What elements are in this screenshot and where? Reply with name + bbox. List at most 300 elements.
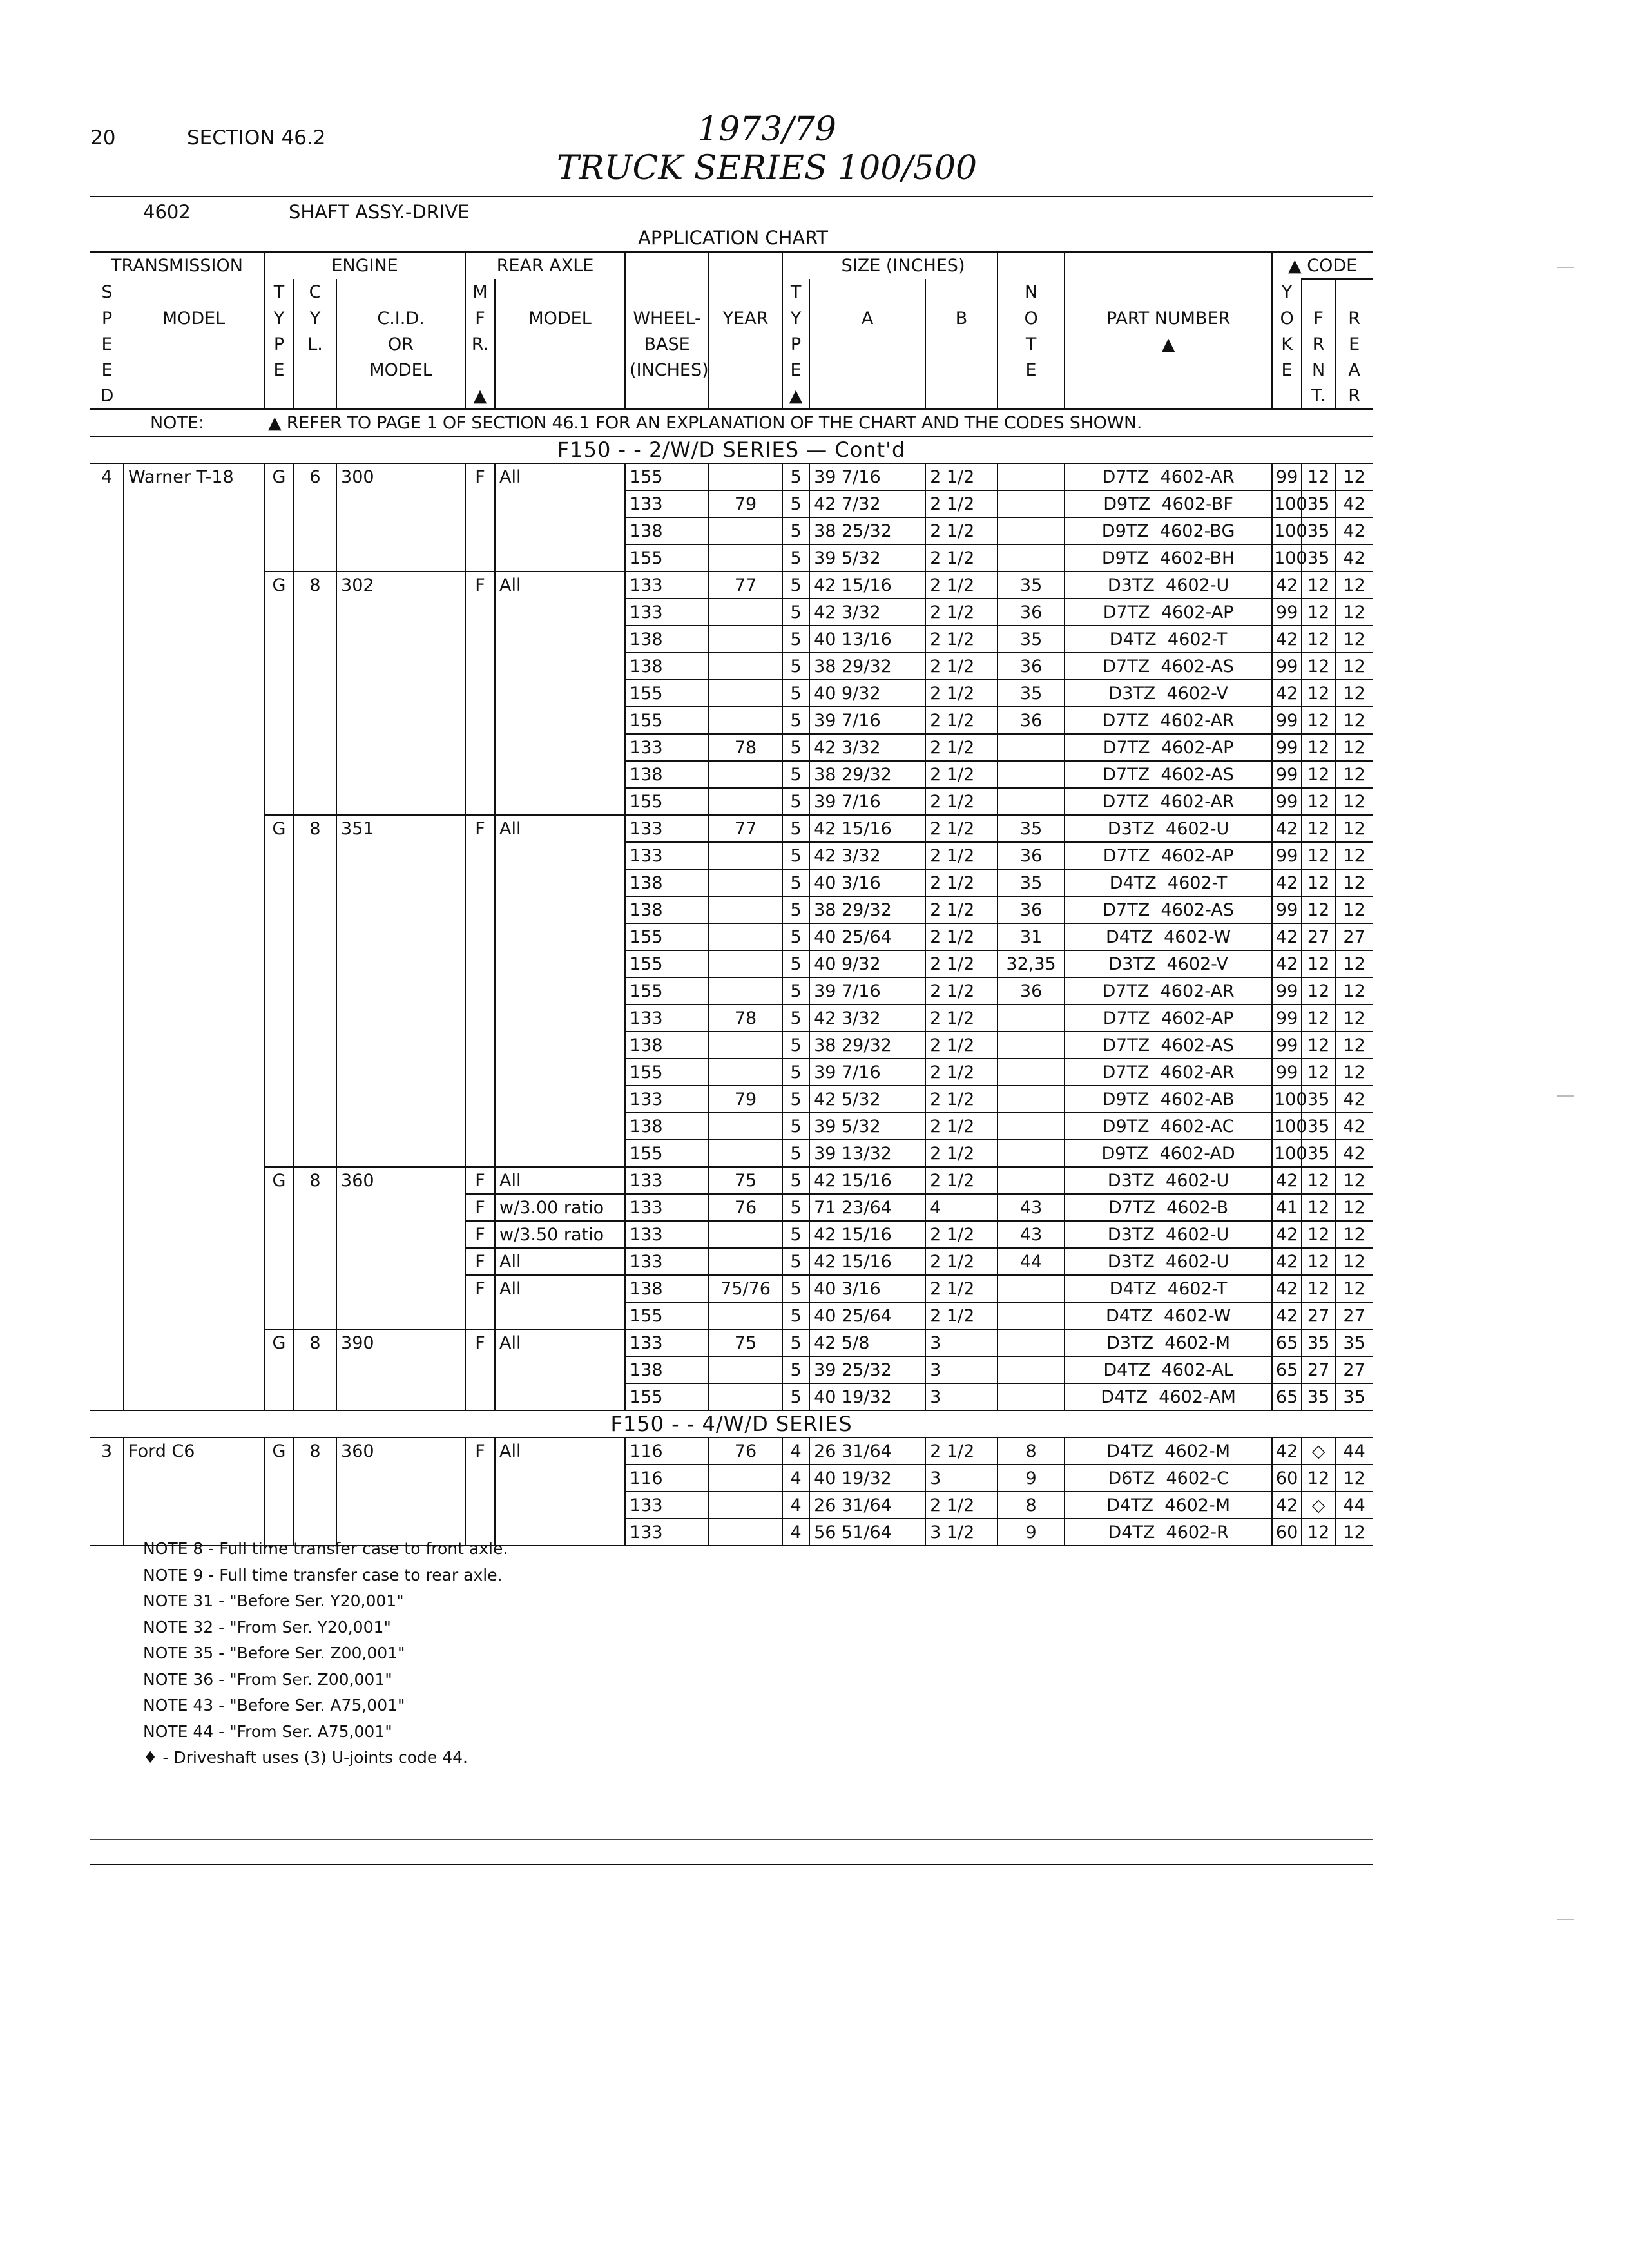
chart-title: APPLICATION CHART: [638, 227, 829, 249]
table-cell: 42: [1272, 1275, 1302, 1302]
table-cell: 4: [782, 1465, 809, 1492]
table-cell: [495, 1059, 625, 1086]
table-cell: 12: [1302, 707, 1335, 734]
table-cell: 2 1/2: [925, 653, 998, 680]
table-cell: D9TZ 4602-AD: [1065, 1140, 1272, 1167]
table-cell: [124, 1004, 264, 1032]
footnotes: [143, 1536, 508, 1771]
table-cell: [465, 490, 495, 517]
table-cell: [465, 680, 495, 707]
table-cell: [709, 1140, 782, 1167]
table-cell: [264, 599, 294, 626]
table-cell: 12: [1302, 1465, 1335, 1492]
table-cell: [124, 950, 264, 977]
footnote: NOTE 35 - "Before Ser. Z00,001": [143, 1644, 405, 1662]
table-cell: 26 31/64: [809, 1437, 925, 1465]
column-header-cell: Y: [264, 305, 294, 331]
table-cell: 12: [1335, 1248, 1373, 1275]
table-cell: 5: [782, 517, 809, 544]
table-cell: 99: [1272, 1004, 1302, 1032]
table-cell: 100: [1272, 1086, 1302, 1113]
table-cell: 42: [1272, 1492, 1302, 1519]
table-cell: 3: [925, 1356, 998, 1383]
column-header-cell: (INCHES): [625, 357, 709, 383]
table-cell: [495, 734, 625, 761]
table-row: [90, 680, 1373, 707]
table-cell: 40 3/16: [809, 1275, 925, 1302]
table-cell: 76: [709, 1194, 782, 1221]
table-cell: 138: [625, 626, 709, 653]
table-cell: [336, 788, 465, 815]
column-header-cell: Y: [1272, 279, 1302, 305]
table-cell: 155: [625, 950, 709, 977]
table-cell: 138: [625, 1113, 709, 1140]
table-cell: 39 5/32: [809, 544, 925, 572]
table-cell: [124, 923, 264, 950]
table-cell: 2 1/2: [925, 734, 998, 761]
table-cell: [336, 1275, 465, 1302]
table-cell: [336, 1356, 465, 1383]
table-cell: 36: [998, 707, 1065, 734]
table-cell: 42: [1272, 572, 1302, 599]
table-cell: [709, 680, 782, 707]
table-row: [90, 761, 1373, 788]
table-cell: [465, 842, 495, 869]
table-cell: [90, 1140, 124, 1167]
table-cell: 133: [625, 1329, 709, 1356]
table-cell: [294, 1004, 336, 1032]
table-cell: 65: [1272, 1329, 1302, 1356]
table-cell: [124, 1167, 264, 1194]
table-cell: 4: [101, 467, 113, 487]
footnote: ♦ - Driveshaft uses (3) U-joints code 44.: [143, 1748, 468, 1767]
table-cell: [709, 1032, 782, 1059]
table-cell: D9TZ 4602-BG: [1065, 517, 1272, 544]
table-cell: 27: [1302, 923, 1335, 950]
table-cell: G: [264, 463, 294, 490]
table-cell: 5: [782, 788, 809, 815]
table-cell: [90, 1356, 124, 1383]
column-header-cell: F: [465, 305, 495, 331]
table-cell: 5: [782, 815, 809, 842]
table-cell: [336, 1465, 465, 1492]
column-header-row: [90, 305, 1373, 331]
column-header-cell: MODEL: [495, 305, 625, 331]
table-cell: D7TZ 4602-AP: [1065, 842, 1272, 869]
table-cell: [336, 626, 465, 653]
table-cell: [709, 1113, 782, 1140]
table-cell: 35: [998, 680, 1065, 707]
column-header-cell: E: [1272, 357, 1302, 383]
table-cell: 2 1/2: [925, 977, 998, 1004]
table-cell: 2 1/2: [925, 490, 998, 517]
table-cell: 42: [1335, 1140, 1373, 1167]
table-cell: [294, 626, 336, 653]
table-cell: 133: [625, 490, 709, 517]
table-cell: D7TZ 4602-AP: [1065, 599, 1272, 626]
table-cell: [709, 1356, 782, 1383]
table-cell: [336, 1140, 465, 1167]
table-cell: 4: [782, 1519, 809, 1546]
table-cell: 2 1/2: [925, 707, 998, 734]
table-cell: 5: [782, 544, 809, 572]
table-cell: 35: [1302, 517, 1335, 544]
table-cell: 38 29/32: [809, 761, 925, 788]
table-cell: 5: [782, 707, 809, 734]
table-cell: [294, 842, 336, 869]
table-cell: [124, 1032, 264, 1059]
table-cell: [495, 761, 625, 788]
table-row: [90, 1465, 1373, 1492]
column-header-cell: R: [1335, 305, 1373, 331]
table-cell: 99: [1272, 788, 1302, 815]
table-cell: [709, 869, 782, 896]
table-cell: 26 31/64: [809, 1492, 925, 1519]
table-cell: [124, 1492, 264, 1519]
table-cell: w/3.00 ratio: [495, 1194, 625, 1221]
table-cell: [709, 707, 782, 734]
table-cell: [465, 1492, 495, 1519]
table-cell: [124, 599, 264, 626]
table-cell: 12: [1335, 572, 1373, 599]
table-cell: [336, 842, 465, 869]
table-cell: 12: [1335, 842, 1373, 869]
table-cell: [998, 490, 1065, 517]
table-cell: [465, 977, 495, 1004]
table-cell: All: [495, 1167, 625, 1194]
table-cell: [90, 490, 124, 517]
table-cell: D3TZ 4602-U: [1065, 815, 1272, 842]
table-cell: [998, 517, 1065, 544]
table-cell: 12: [1302, 599, 1335, 626]
table-cell: 12: [1335, 896, 1373, 923]
table-cell: 5: [782, 1221, 809, 1248]
table-cell: [124, 1140, 264, 1167]
column-header-cell: R: [1335, 383, 1373, 409]
table-cell: G: [264, 572, 294, 599]
table-cell: 12: [1302, 950, 1335, 977]
column-header-cell: T.: [1302, 383, 1335, 409]
table-cell: D4TZ 4602-AM: [1065, 1383, 1272, 1410]
table-cell: 27: [1335, 1356, 1373, 1383]
table-cell: 2 1/2: [925, 463, 998, 490]
table-cell: 99: [1272, 1032, 1302, 1059]
table-cell: [465, 1356, 495, 1383]
table-cell: 38 25/32: [809, 517, 925, 544]
table-cell: [465, 761, 495, 788]
table-cell: 100: [1272, 1113, 1302, 1140]
table-cell: [998, 1275, 1065, 1302]
table-cell: 2 1/2: [925, 599, 998, 626]
table-cell: 138: [625, 896, 709, 923]
table-cell: 75/76: [709, 1275, 782, 1302]
table-cell: 12: [1335, 1194, 1373, 1221]
table-cell: 32,35: [998, 950, 1065, 977]
table-cell: 12: [1302, 734, 1335, 761]
table-cell: 27: [1302, 1356, 1335, 1383]
table-cell: Ford C6: [124, 1437, 264, 1465]
table-cell: 12: [1302, 1032, 1335, 1059]
table-cell: 5: [782, 1194, 809, 1221]
table-row: [90, 1302, 1373, 1329]
table-cell: 12: [1335, 1465, 1373, 1492]
table-cell: 2 1/2: [925, 923, 998, 950]
table-cell: 12: [1335, 1167, 1373, 1194]
table-cell: [336, 1086, 465, 1113]
table-row: [90, 517, 1373, 544]
column-header-cell: E: [1335, 331, 1373, 357]
table-cell: [124, 517, 264, 544]
table-cell: D7TZ 4602-AS: [1065, 1032, 1272, 1059]
table-cell: 12: [1302, 572, 1335, 599]
table-cell: 77: [709, 815, 782, 842]
table-cell: 138: [625, 761, 709, 788]
table-cell: [124, 1059, 264, 1086]
table-cell: [264, 1140, 294, 1167]
table-cell: [264, 517, 294, 544]
table-cell: [124, 977, 264, 1004]
table-row: [90, 1221, 1373, 1248]
table-cell: [495, 1519, 625, 1546]
table-cell: 42 15/16: [809, 1221, 925, 1248]
table-cell: 12: [1335, 463, 1373, 490]
table-cell: [90, 707, 124, 734]
column-header-cell: [925, 357, 998, 383]
table-cell: 155: [625, 923, 709, 950]
table-cell: [294, 653, 336, 680]
table-row: [90, 734, 1373, 761]
table-cell: 35: [1302, 1086, 1335, 1113]
table-cell: [294, 707, 336, 734]
column-header-cell: P: [264, 331, 294, 357]
table-cell: w/3.50 ratio: [495, 1221, 625, 1248]
column-header-cell: T: [264, 279, 294, 305]
table-cell: 40 9/32: [809, 680, 925, 707]
table-cell: [495, 788, 625, 815]
table-cell: 40 3/16: [809, 869, 925, 896]
table-cell: [709, 1248, 782, 1275]
title-years: 1973/79: [697, 110, 837, 149]
table-cell: [124, 869, 264, 896]
table-cell: 60: [1272, 1519, 1302, 1546]
table-cell: [465, 1032, 495, 1059]
table-row: [90, 572, 1373, 599]
table-cell: [90, 1248, 124, 1275]
table-cell: 155: [625, 788, 709, 815]
table-cell: [90, 653, 124, 680]
table-cell: [90, 761, 124, 788]
table-cell: 351: [336, 815, 465, 842]
column-header-cell: [709, 279, 782, 305]
table-cell: 12: [1302, 463, 1335, 490]
table-cell: 2 1/2: [925, 1113, 998, 1140]
table-cell: 36: [998, 653, 1065, 680]
column-header-cell: Y: [782, 305, 809, 331]
column-header-cell: E: [782, 357, 809, 383]
engine-group-header: ENGINE: [264, 252, 465, 279]
table-cell: [465, 1302, 495, 1329]
table-cell: 2 1/2: [925, 950, 998, 977]
table-cell: [998, 1329, 1065, 1356]
rear-axle-group-header: REAR AXLE: [465, 252, 625, 279]
transmission-group-header: TRANSMISSION: [111, 256, 243, 276]
table-cell: 75: [709, 1167, 782, 1194]
table-cell: D7TZ 4602-AR: [1065, 463, 1272, 490]
table-cell: [336, 1194, 465, 1221]
table-cell: [264, 1383, 294, 1410]
table-cell: 133: [625, 1004, 709, 1032]
table-cell: [294, 1032, 336, 1059]
table-cell: 38 29/32: [809, 896, 925, 923]
table-cell: [124, 680, 264, 707]
table-row: [90, 1167, 1373, 1194]
table-cell: [495, 490, 625, 517]
table-cell: 2 1/2: [925, 896, 998, 923]
table-cell: 38 29/32: [809, 653, 925, 680]
table-cell: 5: [782, 1140, 809, 1167]
table-cell: 12: [1302, 1167, 1335, 1194]
table-cell: [465, 707, 495, 734]
table-cell: 35: [1302, 1140, 1335, 1167]
table-cell: [90, 734, 124, 761]
table-cell: 12: [1302, 761, 1335, 788]
section-label: SECTION 46.2: [187, 126, 326, 149]
table-cell: [90, 1032, 124, 1059]
page-title: TRUCK SERIES 100/500: [556, 149, 978, 187]
column-header-cell: [925, 279, 998, 305]
table-cell: 42 3/32: [809, 842, 925, 869]
table-cell: 42: [1335, 544, 1373, 572]
table-cell: [124, 815, 264, 842]
column-header-cell: K: [1272, 331, 1302, 357]
table-cell: [998, 1302, 1065, 1329]
table-cell: 5: [782, 842, 809, 869]
table-cell: D4TZ 4602-AL: [1065, 1356, 1272, 1383]
table-cell: 4: [925, 1194, 998, 1221]
table-cell: 155: [625, 1140, 709, 1167]
table-cell: [495, 1140, 625, 1167]
column-header-cell: B: [925, 305, 998, 331]
column-header-cell: MODEL: [162, 308, 226, 329]
table-cell: 39 7/16: [809, 788, 925, 815]
table-row: [90, 1275, 1373, 1302]
table-cell: [336, 734, 465, 761]
table-row: [90, 788, 1373, 815]
table-cell: 116: [625, 1465, 709, 1492]
table-cell: [90, 788, 124, 815]
table-cell: [465, 1465, 495, 1492]
table-cell: D4TZ 4602-T: [1065, 869, 1272, 896]
table-cell: [294, 923, 336, 950]
table-cell: [264, 1275, 294, 1302]
table-row: [90, 1059, 1373, 1086]
table-cell: 71 23/64: [809, 1194, 925, 1221]
table-cell: D4TZ 4602-R: [1065, 1519, 1272, 1546]
column-header-cell: [709, 331, 782, 357]
table-cell: 138: [625, 653, 709, 680]
table-cell: [124, 1113, 264, 1140]
table-cell: D3TZ 4602-U: [1065, 1221, 1272, 1248]
column-header-cell: [495, 279, 625, 305]
column-header-cell: [709, 357, 782, 383]
table-cell: D3TZ 4602-U: [1065, 1167, 1272, 1194]
table-cell: 155: [625, 463, 709, 490]
table-cell: 12: [1302, 1248, 1335, 1275]
table-cell: [124, 490, 264, 517]
table-cell: [998, 1356, 1065, 1383]
table-cell: 99: [1272, 842, 1302, 869]
table-cell: [294, 761, 336, 788]
table-cell: D4TZ 4602-M: [1065, 1437, 1272, 1465]
column-header-cell: [925, 331, 998, 357]
table-cell: [495, 517, 625, 544]
table-cell: 2 1/2: [925, 761, 998, 788]
table-cell: [998, 1004, 1065, 1032]
table-cell: 133: [625, 815, 709, 842]
table-cell: [294, 599, 336, 626]
table-cell: 2 1/2: [925, 815, 998, 842]
table-cell: 77: [709, 572, 782, 599]
table-cell: 12: [1335, 1221, 1373, 1248]
table-cell: [264, 626, 294, 653]
column-header-cell: [1335, 279, 1373, 305]
table-cell: 42 3/32: [809, 599, 925, 626]
table-cell: 42: [1272, 923, 1302, 950]
table-cell: [264, 842, 294, 869]
table-cell: [294, 1248, 336, 1275]
column-header-cell: E: [101, 334, 113, 354]
table-cell: 133: [625, 1492, 709, 1519]
table-cell: 155: [625, 680, 709, 707]
table-cell: [495, 626, 625, 653]
table-cell: [90, 1519, 124, 1546]
table-cell: [709, 788, 782, 815]
table-cell: [336, 1492, 465, 1519]
table-cell: [465, 1059, 495, 1086]
table-cell: [264, 707, 294, 734]
table-cell: [264, 1059, 294, 1086]
table-row: [90, 1004, 1373, 1032]
column-header-cell: S: [101, 282, 113, 302]
table-cell: [294, 544, 336, 572]
table-cell: 42: [1335, 490, 1373, 517]
table-cell: [336, 680, 465, 707]
table-row: [90, 896, 1373, 923]
table-cell: 133: [625, 572, 709, 599]
table-cell: 12: [1335, 680, 1373, 707]
column-header-cell: [809, 357, 925, 383]
table-cell: [709, 950, 782, 977]
table-cell: D9TZ 4602-BH: [1065, 544, 1272, 572]
table-row: [90, 1140, 1373, 1167]
table-cell: 99: [1272, 1059, 1302, 1086]
column-header-cell: A: [809, 305, 925, 331]
table-cell: 35: [998, 572, 1065, 599]
column-header-cell: [124, 383, 264, 409]
column-header-cell: D: [90, 383, 124, 409]
table-cell: 12: [1335, 626, 1373, 653]
table-cell: 5: [782, 1275, 809, 1302]
table-cell: [294, 1140, 336, 1167]
table-cell: 12: [1302, 1221, 1335, 1248]
column-header-cell: [1302, 279, 1335, 305]
table-cell: [465, 1004, 495, 1032]
table-cell: 12: [1335, 950, 1373, 977]
table-cell: [124, 1194, 264, 1221]
table-cell: [124, 761, 264, 788]
table-cell: D3TZ 4602-M: [1065, 1329, 1272, 1356]
column-header-cell: [124, 357, 264, 383]
